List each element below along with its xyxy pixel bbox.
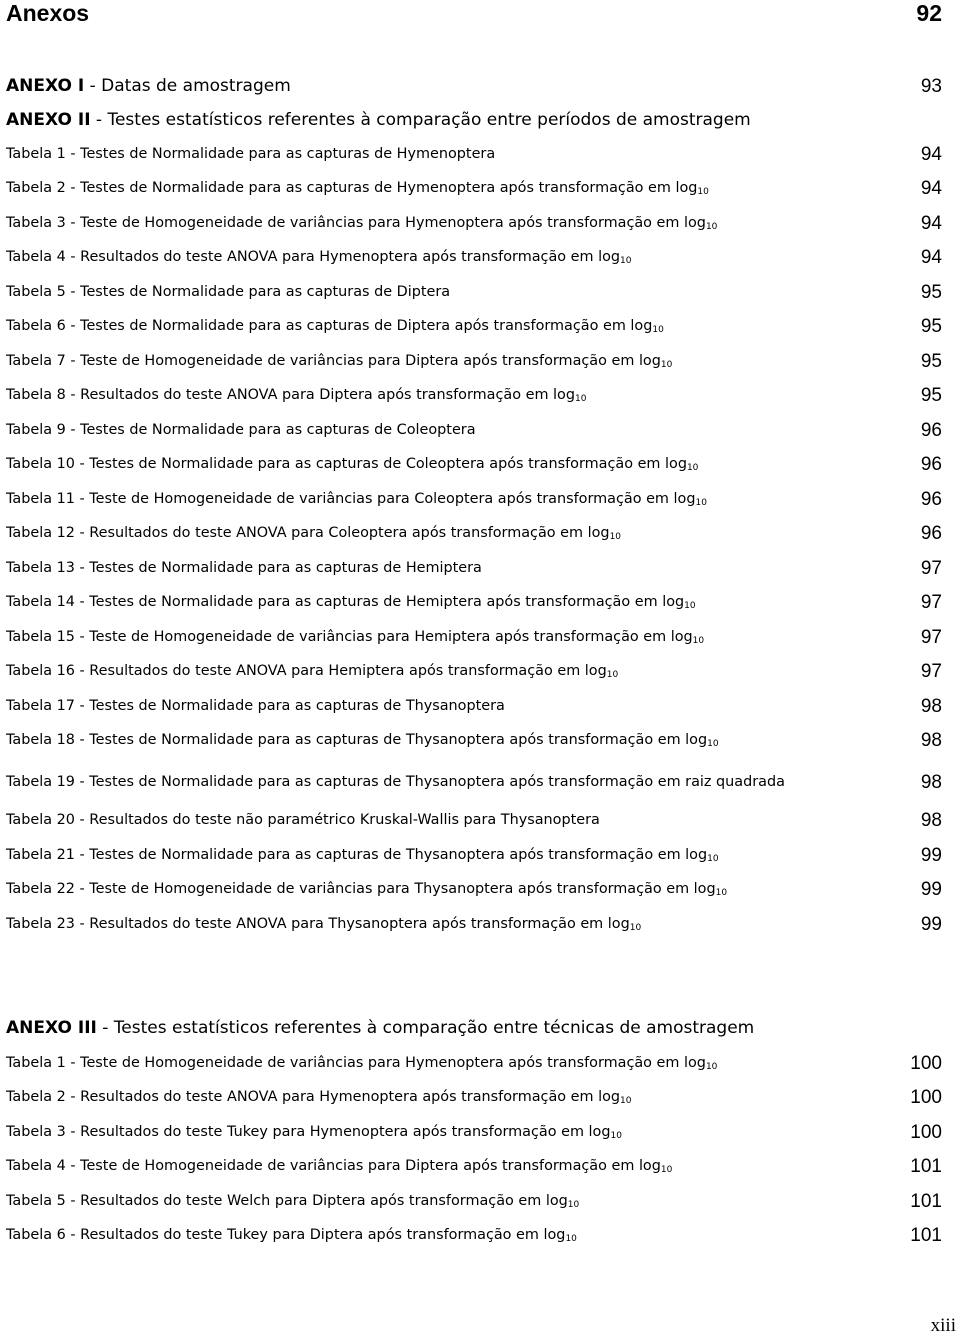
toc-entry[interactable] bbox=[6, 385, 942, 405]
toc-entry-page-number: 96 bbox=[920, 522, 942, 544]
annex-2-label: ANEXO II bbox=[6, 109, 91, 130]
annex-3-label: ANEXO III bbox=[6, 1017, 97, 1038]
annex-2-title: - Testes estatísticos referentes à comparação entre períodos de amostragem bbox=[90, 109, 751, 130]
toc-entry-page-number: 94 bbox=[920, 143, 942, 165]
toc-entry[interactable] bbox=[6, 144, 942, 164]
toc-entry-text: Tabela 15 - Teste de Homogeneidade de variâncias para Hemiptera após transformação em log bbox=[6, 628, 693, 645]
toc-entry-page-number: 97 bbox=[920, 591, 942, 613]
log-base-subscript: 10 bbox=[620, 1095, 632, 1106]
toc-entry-text: Tabela 2 - Resultados do teste ANOVA para Hymenoptera após transformação em log bbox=[6, 1088, 621, 1105]
log-base-subscript: 10 bbox=[660, 359, 673, 370]
toc-entry-title bbox=[6, 352, 672, 371]
toc-entry-title bbox=[6, 179, 709, 198]
toc-entry-page-number: 101 bbox=[910, 1224, 942, 1246]
toc-entry-annex-1[interactable] bbox=[6, 76, 942, 96]
toc-entry-page-number: 101 bbox=[910, 1190, 942, 1212]
toc-entry[interactable] bbox=[6, 316, 942, 336]
toc-entry[interactable] bbox=[6, 696, 942, 716]
toc-entry-title bbox=[6, 697, 505, 716]
log-base-subscript: 10 bbox=[610, 1130, 622, 1141]
toc-entry-text: Tabela 14 - Testes de Normalidade para as capturas de Hemiptera após transformação em log bbox=[6, 593, 685, 610]
toc-entry-text: Tabela 5 - Testes de Normalidade para as capturas de Diptera bbox=[6, 283, 451, 300]
toc-entry-text: Tabela 21 - Testes de Normalidade para as capturas de Thysanoptera após transformação em log bbox=[6, 846, 708, 863]
toc-entry-title bbox=[6, 524, 621, 543]
annex-1-label: ANEXO I bbox=[6, 75, 85, 96]
toc-entry-text: Tabela 18 - Testes de Normalidade para as capturas de Thysanoptera após transformação em log bbox=[6, 731, 708, 748]
toc-entry-text: Tabela 3 - Resultados do teste Tukey para Hymenoptera após transformação em log bbox=[6, 1123, 611, 1140]
log-base-subscript: 10 bbox=[686, 462, 699, 473]
toc-entry-title bbox=[6, 386, 586, 405]
toc-entry[interactable] bbox=[6, 627, 942, 647]
toc-entry-text: Tabela 20 - Resultados do teste não paramétrico Kruskal-Wallis para Thysanoptera bbox=[6, 811, 600, 828]
toc-entry-title bbox=[6, 490, 707, 509]
toc-entry-page-number: 96 bbox=[920, 453, 942, 475]
log-base-subscript: 10 bbox=[705, 1061, 718, 1072]
toc-entry-page-number: 94 bbox=[920, 212, 942, 234]
log-base-subscript: 10 bbox=[620, 255, 632, 266]
toc-entry-title bbox=[6, 145, 495, 164]
log-base-subscript: 10 bbox=[695, 497, 707, 508]
toc-entry[interactable] bbox=[6, 1122, 942, 1142]
toc-entry-page-number: 95 bbox=[920, 350, 942, 372]
toc-entry-text: Tabela 22 - Teste de Homogeneidade de variâncias para Thysanoptera após transformação em log bbox=[6, 880, 716, 897]
toc-entry-title bbox=[6, 915, 641, 934]
toc-entry-title bbox=[6, 1192, 579, 1211]
toc-entry-text: Tabela 23 - Resultados do teste ANOVA para Thysanoptera após transformação em log bbox=[6, 915, 630, 932]
toc-entry-title bbox=[6, 455, 698, 474]
toc-entry-title bbox=[6, 593, 696, 612]
toc-entry[interactable] bbox=[6, 661, 942, 681]
log-base-subscript: 10 bbox=[565, 1233, 577, 1244]
toc-entry[interactable] bbox=[6, 810, 942, 830]
toc-entry-text: Tabela 1 - Testes de Normalidade para as capturas de Hymenoptera bbox=[6, 145, 496, 162]
toc-entry-page-number: 96 bbox=[920, 488, 942, 510]
toc-entry[interactable] bbox=[6, 1156, 942, 1176]
toc-entry-page-number: 95 bbox=[920, 384, 942, 406]
toc-entry-title bbox=[6, 662, 618, 681]
toc-entry-page-number: 98 bbox=[920, 695, 942, 717]
toc-entry-page-number: 98 bbox=[920, 771, 942, 793]
annex-1-title: - Datas de amostragem bbox=[84, 75, 291, 96]
toc-entry-text: Tabela 13 - Testes de Normalidade para as capturas de Hemiptera bbox=[6, 559, 482, 576]
toc-entry-page-number: 95 bbox=[920, 281, 942, 303]
toc-entry-page-number: 98 bbox=[920, 729, 942, 751]
toc-entry-title bbox=[6, 283, 450, 302]
toc-entry-page-number: 98 bbox=[920, 809, 942, 831]
toc-entry[interactable] bbox=[6, 845, 942, 865]
toc-entry[interactable] bbox=[6, 914, 942, 934]
toc-entry-page-number: 95 bbox=[920, 315, 942, 337]
log-base-subscript: 10 bbox=[705, 221, 718, 232]
toc-entry-title bbox=[6, 880, 727, 899]
log-base-subscript: 10 bbox=[692, 635, 705, 646]
toc-entry-title bbox=[6, 811, 600, 830]
toc-entry-page-number: 100 bbox=[910, 1121, 942, 1143]
page-footer-number: xiii bbox=[930, 1315, 956, 1336]
toc-entry-page-number: 100 bbox=[910, 1052, 942, 1074]
log-base-subscript: 10 bbox=[660, 1164, 673, 1175]
toc-entry[interactable] bbox=[6, 178, 942, 198]
toc-entry-text: Tabela 9 - Testes de Normalidade para as capturas de Coleoptera bbox=[6, 421, 476, 438]
toc-entry[interactable] bbox=[6, 454, 942, 474]
toc-entry-text: Tabela 6 - Testes de Normalidade para as capturas de Diptera após transformação em log bbox=[6, 317, 653, 334]
toc-entry-page-number: 97 bbox=[920, 557, 942, 579]
toc-entry-title bbox=[6, 1054, 717, 1073]
toc-entry-page-number: 94 bbox=[920, 177, 942, 199]
toc-entry[interactable] bbox=[6, 523, 942, 543]
toc-entry-text: Tabela 8 - Resultados do teste ANOVA para Diptera após transformação em log bbox=[6, 386, 575, 403]
page-heading bbox=[6, 0, 942, 26]
toc-entry-text: Tabela 12 - Resultados do teste ANOVA para Coleoptera após transformação em log bbox=[6, 524, 610, 541]
toc-entry-page-number: 99 bbox=[920, 878, 942, 900]
log-base-subscript: 10 bbox=[697, 186, 709, 197]
toc-entry[interactable] bbox=[6, 592, 942, 612]
log-base-subscript: 10 bbox=[707, 738, 719, 749]
toc-entry-title bbox=[6, 421, 476, 440]
toc-entry-text: Tabela 10 - Testes de Normalidade para as capturas de Coleoptera após transformação em log bbox=[6, 455, 687, 472]
toc-entry-text: Tabela 6 - Resultados do teste Tukey para Diptera após transformação em log bbox=[6, 1226, 566, 1243]
toc-entry-text: Tabela 1 - Teste de Homogeneidade de variâncias para Hymenoptera após transformação em log bbox=[6, 1054, 706, 1071]
toc-entry-page-number: 94 bbox=[920, 246, 942, 268]
toc-entry-page-number: 97 bbox=[920, 660, 942, 682]
toc-entry-title bbox=[6, 317, 664, 336]
toc-entry-page-number: 96 bbox=[920, 419, 942, 441]
log-base-subscript: 10 bbox=[629, 922, 642, 933]
toc-entry-page-number: 100 bbox=[910, 1086, 942, 1108]
log-base-subscript: 10 bbox=[609, 531, 622, 542]
toc-entry-text: Tabela 16 - Resultados do teste ANOVA para Hemiptera após transformação em log bbox=[6, 662, 607, 679]
toc-entry-title bbox=[6, 1088, 631, 1107]
toc-entry[interactable] bbox=[6, 282, 942, 302]
toc-entry-annex-2[interactable] bbox=[6, 110, 942, 130]
toc-entry-text: Tabela 17 - Testes de Normalidade para as capturas de Thysanoptera bbox=[6, 697, 505, 714]
toc-entry[interactable] bbox=[6, 489, 942, 509]
toc-entry-title bbox=[6, 846, 719, 865]
toc-entry-title bbox=[6, 214, 717, 233]
toc-entry-text: Tabela 3 - Teste de Homogeneidade de variâncias para Hymenoptera após transformação em log bbox=[6, 214, 706, 231]
log-base-subscript: 10 bbox=[606, 669, 619, 680]
annex-1-page: 93 bbox=[920, 75, 942, 97]
toc-entry-text: Tabela 2 - Testes de Normalidade para as capturas de Hymenoptera após transformação em log bbox=[6, 179, 698, 196]
toc-entry-text: Tabela 11 - Teste de Homogeneidade de variâncias para Coleoptera após transformação em log bbox=[6, 490, 696, 507]
toc-entry-title bbox=[6, 1157, 672, 1176]
log-base-subscript: 10 bbox=[684, 600, 696, 611]
toc-entry-text: Tabela 5 - Resultados do teste Welch para Diptera após transformação em log bbox=[6, 1192, 568, 1209]
toc-entry[interactable] bbox=[6, 1053, 942, 1073]
toc-entry-annex-3[interactable] bbox=[6, 1018, 942, 1038]
toc-entry[interactable] bbox=[6, 879, 942, 899]
log-base-subscript: 10 bbox=[574, 393, 587, 404]
toc-entry-title bbox=[6, 1226, 577, 1245]
log-base-subscript: 10 bbox=[652, 324, 664, 335]
toc-entry-title bbox=[6, 773, 785, 792]
toc-entry-text: Tabela 7 - Teste de Homogeneidade de variâncias para Diptera após transformação em log bbox=[6, 352, 661, 369]
toc-entry-title bbox=[6, 248, 631, 267]
toc-entry-page-number: 101 bbox=[910, 1155, 942, 1177]
toc-entry[interactable] bbox=[6, 1225, 942, 1245]
toc-entry[interactable] bbox=[6, 351, 942, 371]
annex-3-title: - Testes estatísticos referentes à comparação entre técnicas de amostragem bbox=[96, 1017, 755, 1038]
toc-entry-title bbox=[6, 628, 704, 647]
toc-entry[interactable] bbox=[6, 762, 942, 802]
toc-entry-title bbox=[6, 1123, 622, 1142]
log-base-subscript: 10 bbox=[567, 1199, 580, 1210]
toc-entry[interactable] bbox=[6, 730, 942, 750]
toc-entry-text: Tabela 4 - Teste de Homogeneidade de variâncias para Diptera após transformação em log bbox=[6, 1157, 661, 1174]
toc-entry[interactable] bbox=[6, 213, 942, 233]
toc-entry[interactable] bbox=[6, 558, 942, 578]
toc-entry-page-number: 99 bbox=[920, 844, 942, 866]
toc-entry[interactable] bbox=[6, 247, 942, 267]
toc-entry-title bbox=[6, 731, 719, 750]
toc-entry[interactable] bbox=[6, 1087, 942, 1107]
heading-page-number: 92 bbox=[916, 0, 942, 26]
toc-entry-page-number: 99 bbox=[920, 913, 942, 935]
heading-title: Anexos bbox=[6, 0, 90, 26]
log-base-subscript: 10 bbox=[707, 853, 719, 864]
toc-entry[interactable] bbox=[6, 420, 942, 440]
toc-entry-text: Tabela 4 - Resultados do teste ANOVA para Hymenoptera após transformação em log bbox=[6, 248, 621, 265]
toc-entry-title bbox=[6, 559, 482, 578]
toc-entry[interactable] bbox=[6, 1191, 942, 1211]
toc-entry-text: Tabela 19 - Testes de Normalidade para as capturas de Thysanoptera após transformação em raiz quadrada bbox=[6, 773, 785, 790]
log-base-subscript: 10 bbox=[715, 887, 728, 898]
toc-entry-page-number: 97 bbox=[920, 626, 942, 648]
